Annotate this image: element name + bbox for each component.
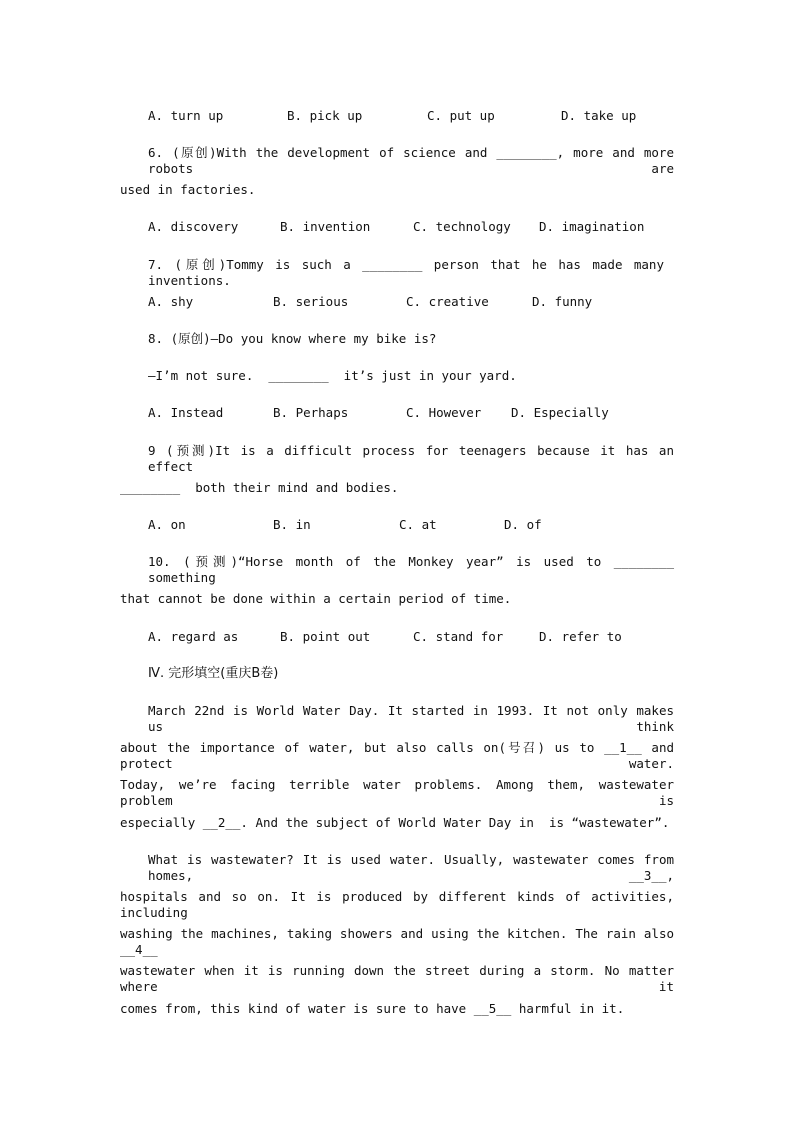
q5-option-d: D. take up (561, 108, 637, 123)
passage-p2-line-1: What is wastewater? It is used water. Usually, wastewater comes from homes, __3__, (148, 852, 674, 883)
q5-option-b: B. pick up (287, 108, 363, 123)
q7-option-a: A. shy (148, 294, 194, 309)
q7-option-c: C. creative (406, 294, 489, 309)
passage-p2-line-5: comes from, this kind of water is sure to have __5__ harmful in it. (120, 1001, 625, 1016)
q10-option-c: C. stand for (413, 629, 504, 644)
q5-option-c: C. put up (427, 108, 495, 123)
q6-question-cont: used in factories. (120, 182, 256, 197)
passage-p2-line-4: wastewater when it is running down the street during a storm. No matter where it (120, 963, 674, 994)
q10-option-b: B. point out (280, 629, 371, 644)
section-heading: Ⅳ. 完形填空(重庆B卷) (148, 666, 279, 681)
q6-option-c: C. technology (413, 219, 511, 234)
q8-answer-line: —I’m not sure. ________ it’s just in your yard. (148, 368, 517, 383)
q9-question: 9 (预测)It is a difficult process for teenagers because it has an effect (148, 443, 674, 474)
q7-option-b: B. serious (273, 294, 349, 309)
q9-option-b: B. in (273, 517, 311, 532)
passage-p2-line-3: washing the machines, taking showers and using the kitchen. The rain also __4__ (120, 926, 674, 957)
q9-question-cont: ________ both their mind and bodies. (120, 480, 399, 495)
q7-question: 7. (原创)Tommy is such a ________ person that he has made many inventions. (148, 257, 664, 288)
q8-option-d: D. Especially (511, 405, 609, 420)
q6-option-a: A. discovery (148, 219, 239, 234)
q9-option-d: D. of (504, 517, 542, 532)
q8-question: 8. (原创)—Do you know where my bike is? (148, 331, 437, 346)
passage-p1-line-1: March 22nd is World Water Day. It started in 1993. It not only makes us think (148, 703, 674, 734)
q10-option-d: D. refer to (539, 629, 622, 644)
q10-question: 10. (预测)“Horse month of the Monkey year” is used to ________ something (148, 554, 674, 585)
q6-option-d: D. imagination (539, 219, 645, 234)
q5-option-a: A. turn up (148, 108, 224, 123)
q8-option-b: B. Perhaps (273, 405, 349, 420)
q6-question: 6. (原创)With the development of science and ________, more and more robots are (148, 145, 674, 176)
q7-option-d: D. funny (532, 294, 593, 309)
passage-p1-line-4: especially __2__. And the subject of World Water Day in is “wastewater”. (120, 815, 670, 830)
passage-p1-line-2: about the importance of water, but also calls on(号召) us to __1__ and protect water. (120, 740, 674, 771)
q10-question-cont: that cannot be done within a certain period of time. (120, 591, 512, 606)
q9-option-a: A. on (148, 517, 186, 532)
q9-option-c: C. at (399, 517, 437, 532)
q6-option-b: B. invention (280, 219, 371, 234)
q10-option-a: A. regard as (148, 629, 239, 644)
passage-p2-line-2: hospitals and so on. It is produced by different kinds of activities, including (120, 889, 674, 920)
q8-option-a: A. Instead (148, 405, 224, 420)
q8-option-c: C. However (406, 405, 482, 420)
passage-p1-line-3: Today, we’re facing terrible water problems. Among them, wastewater problem is (120, 777, 674, 808)
